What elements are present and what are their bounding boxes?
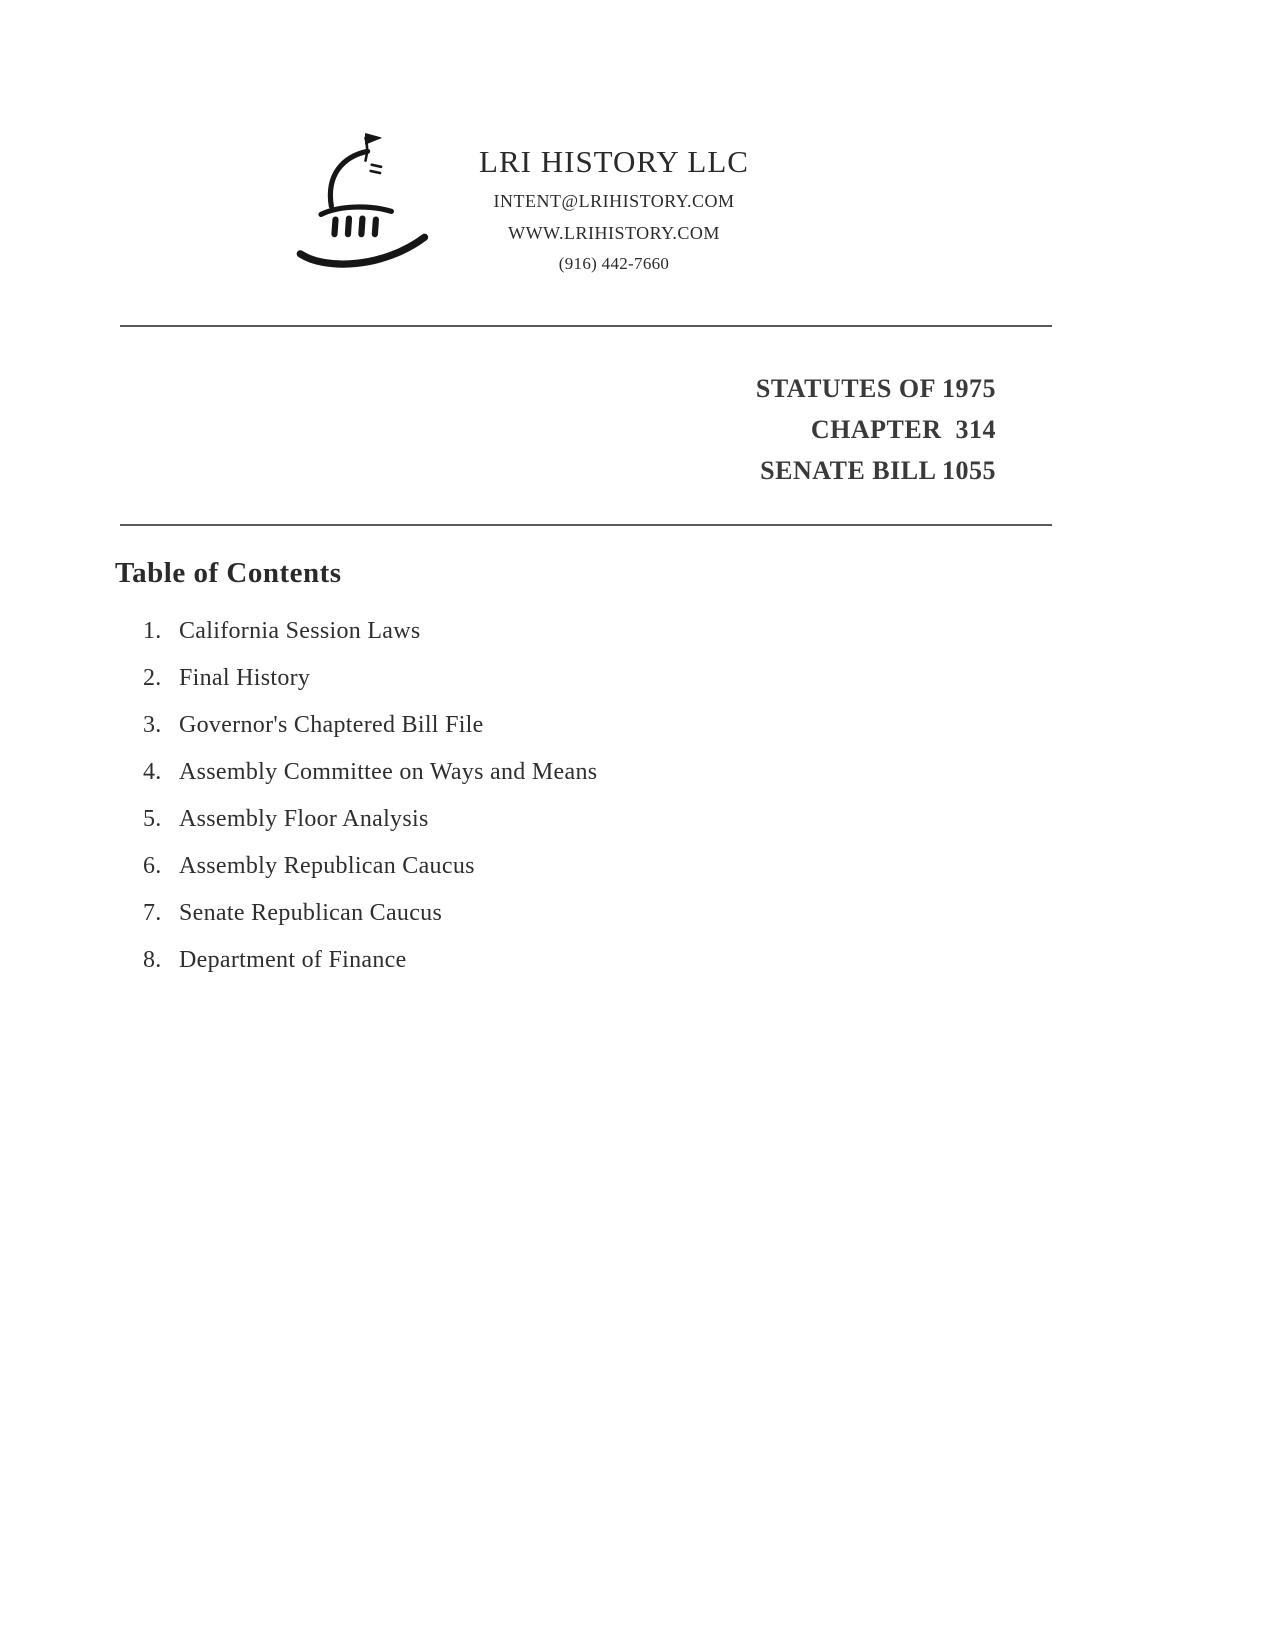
toc-item [143,853,1065,900]
company-email: INTENT@LRIHISTORY.COM [493,191,735,211]
toc-list [143,618,1065,994]
capitol-building-icon [292,122,437,280]
toc-item-label: Assembly Republican Caucus [179,853,475,879]
toc-item-label: Department of Finance [179,947,407,973]
toc-item-number: 7. [143,900,162,926]
horizontal-divider-bottom [120,524,1052,526]
toc-item-label: California Session Laws [179,618,421,644]
company-website: WWW.LRIHISTORY.COM [508,223,720,243]
toc-item-label: Governor's Chaptered Bill File [179,712,484,738]
toc-item [143,618,1065,665]
toc-item-label: Assembly Committee on Ways and Means [179,759,598,785]
statute-title-block [120,368,996,491]
toc-item [143,947,1065,994]
company-phone: (916) 442-7660 [558,254,670,273]
toc-item [143,900,1065,947]
toc-item-number: 3. [143,712,162,738]
toc-item [143,759,1065,806]
toc-item-number: 2. [143,665,162,691]
toc-item-label: Final History [179,665,311,691]
toc-item-number: 1. [143,618,162,644]
toc-item-label: Assembly Floor Analysis [179,806,429,832]
toc-item-label: Senate Republican Caucus [179,900,443,926]
statutes-line: STATUTES OF 1975 [755,374,996,403]
toc-item [143,712,1065,759]
toc-item-number: 8. [143,947,162,973]
toc-item [143,665,1065,712]
horizontal-divider-top [120,325,1052,327]
senate-bill-line: SENATE BILL 1055 [760,456,996,485]
company-info [479,144,749,274]
toc-item-number: 6. [143,853,162,879]
toc-heading: Table of Contents [115,557,342,589]
toc-item-number: 5. [143,806,162,832]
chapter-line: CHAPTER 314 [810,415,996,444]
table-of-contents [115,557,1065,994]
letterhead [292,122,749,280]
toc-item-number: 4. [143,759,162,785]
company-name: LRI HISTORY LLC [479,144,749,179]
toc-item [143,806,1065,853]
